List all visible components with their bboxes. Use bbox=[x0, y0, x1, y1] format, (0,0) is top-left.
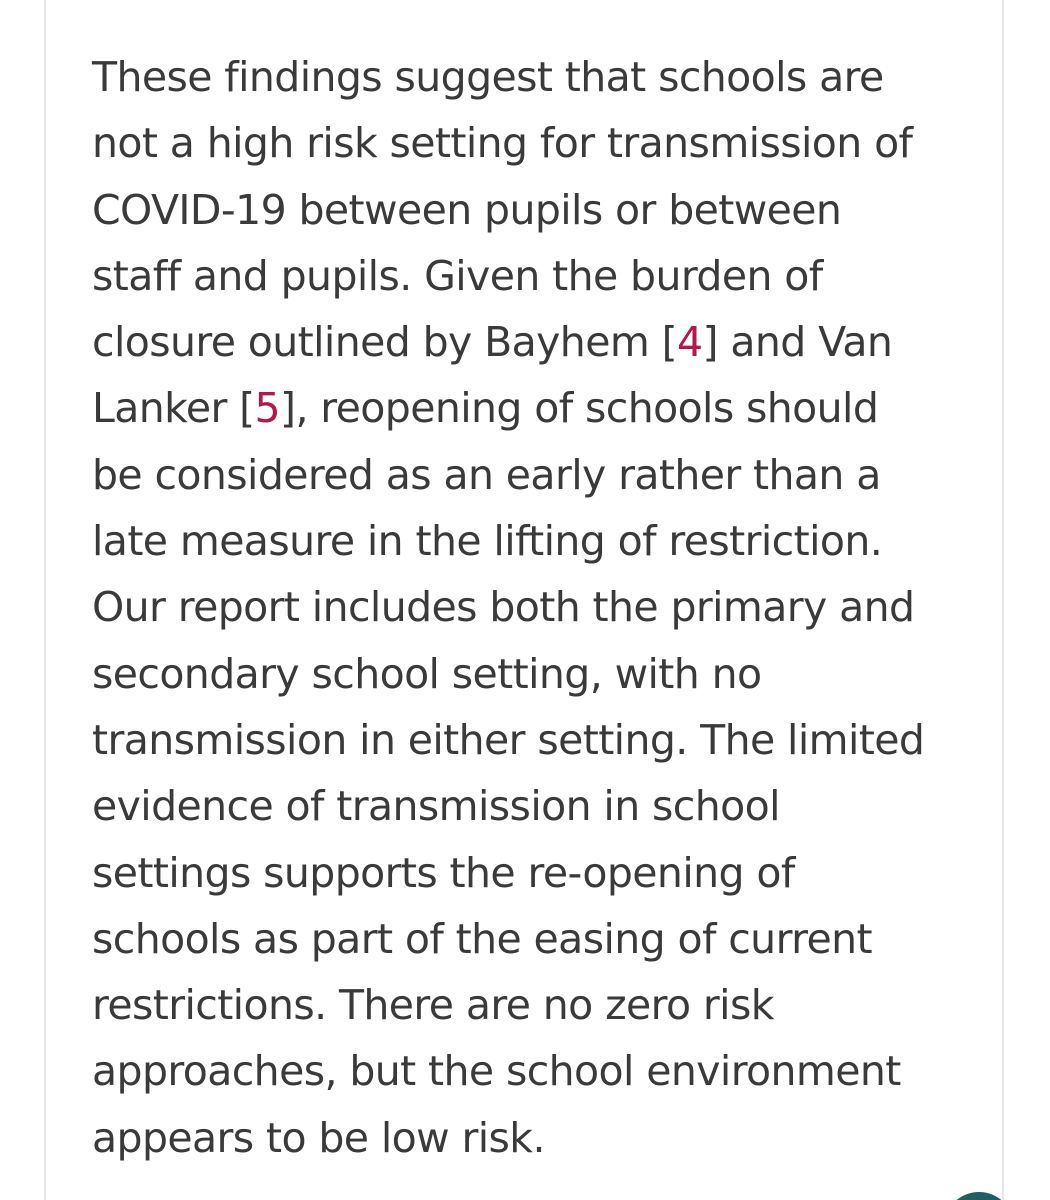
reference-link[interactable]: 4 bbox=[677, 318, 703, 367]
paragraph-line bbox=[92, 177, 992, 243]
paragraph-line bbox=[92, 641, 992, 707]
paragraph-text: staff and pupils. Given the burden of bbox=[92, 251, 823, 300]
paragraph-text: transmission in either setting. The limited bbox=[92, 715, 925, 764]
paragraph-line bbox=[92, 906, 992, 972]
paragraph-text: settings supports the re-opening of bbox=[92, 848, 795, 897]
discussion-paragraph bbox=[92, 44, 992, 1171]
paragraph-line bbox=[92, 442, 992, 508]
paragraph-text: These findings suggest that schools are bbox=[92, 53, 884, 101]
paragraph-text: schools as part of the easing of current bbox=[92, 914, 872, 963]
paragraph-line bbox=[92, 44, 992, 110]
paragraph-text: COVID-19 between pupils or between bbox=[92, 185, 842, 234]
paragraph-text: closure outlined by Bayhem [ bbox=[92, 318, 677, 367]
paragraph-line bbox=[92, 707, 992, 773]
paragraph-text: not a high risk setting for transmission of bbox=[92, 119, 913, 168]
paragraph-text: ], reopening of schools should bbox=[280, 384, 879, 433]
paragraph-line bbox=[92, 110, 992, 176]
paragraph-text: evidence of transmission in school bbox=[92, 782, 780, 831]
paragraph-text: Our report includes both the primary and bbox=[92, 583, 915, 632]
paragraph-line bbox=[92, 1038, 992, 1104]
paragraph-line bbox=[92, 840, 992, 906]
reference-link[interactable]: 5 bbox=[254, 384, 281, 433]
paragraph-line bbox=[92, 375, 992, 441]
paragraph-text: be considered as an early rather than a bbox=[92, 450, 881, 499]
paragraph-line bbox=[92, 574, 992, 640]
paragraph-text: restrictions. There are no zero risk bbox=[92, 981, 774, 1030]
paragraph-text: late measure in the lifting of restriction. bbox=[92, 517, 883, 566]
paragraph-text: secondary school setting, with no bbox=[92, 649, 762, 698]
paragraph-text: appears to be low risk. bbox=[92, 1113, 545, 1162]
paragraph-text: Lanker [ bbox=[92, 384, 255, 433]
paragraph-text: approaches, but the school environment bbox=[92, 1047, 901, 1096]
paragraph-line bbox=[92, 508, 992, 574]
paragraph-line bbox=[92, 309, 992, 375]
paragraph-line bbox=[92, 972, 992, 1038]
paragraph-line bbox=[92, 773, 992, 839]
paragraph-text: ] and Van bbox=[702, 318, 893, 367]
paragraph-line bbox=[92, 243, 992, 309]
paragraph-line bbox=[92, 1105, 992, 1171]
